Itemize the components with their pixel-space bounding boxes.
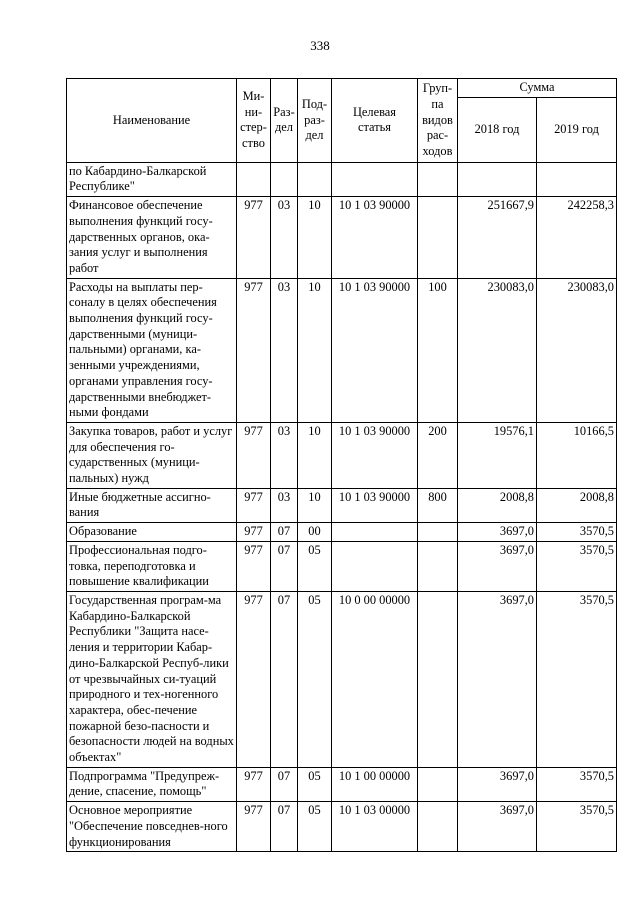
- cell-expense-group: [418, 523, 458, 542]
- table-row: [67, 278, 617, 422]
- cell-subsection: 10: [298, 278, 332, 422]
- cell-sum-2019: 3570,5: [537, 523, 617, 542]
- table-row: [67, 422, 617, 488]
- header-name: Наименование: [67, 79, 237, 163]
- cell-expense-group: [418, 591, 458, 767]
- cell-sum-2018: 3697,0: [458, 523, 537, 542]
- table-row: [67, 591, 617, 767]
- cell-ministry: 977: [237, 523, 271, 542]
- cell-subsection: 10: [298, 488, 332, 522]
- cell-name: Профессиональная подго-товка, переподготовка и повышение квалификации: [67, 541, 237, 591]
- cell-subsection: 05: [298, 802, 332, 852]
- cell-sum-2018: 3697,0: [458, 591, 537, 767]
- cell-target: [332, 541, 418, 591]
- cell-expense-group: 100: [418, 278, 458, 422]
- cell-sum-2018: [458, 162, 537, 196]
- header-target: Целевая статья: [332, 79, 418, 163]
- cell-section: 07: [271, 541, 298, 591]
- header-section: Раз- дел: [271, 79, 298, 163]
- cell-sum-2018: 3697,0: [458, 541, 537, 591]
- table-row: [67, 197, 617, 279]
- budget-table: [66, 78, 617, 852]
- table-row: [67, 767, 617, 801]
- cell-name: Закупка товаров, работ и услуг для обеспечения го-сударственных (муници-пальных) нужд: [67, 422, 237, 488]
- cell-ministry: 977: [237, 197, 271, 279]
- header-row: [67, 79, 617, 98]
- table-row: [67, 541, 617, 591]
- cell-sum-2018: 251667,9: [458, 197, 537, 279]
- cell-name: Основное мероприятие "Обеспечение повседнев-ного функционирования: [67, 802, 237, 852]
- header-year-2019: 2019 год: [537, 97, 617, 162]
- cell-target: 10 1 00 00000: [332, 767, 418, 801]
- table-body: [67, 162, 617, 852]
- cell-ministry: 977: [237, 488, 271, 522]
- cell-target: 10 1 03 90000: [332, 422, 418, 488]
- cell-name: Государственная програм-ма Кабардино-Балкарской Республики "Защита насе-ления и территории Кабар-дино-Балкарской Респуб-лики от чрезвычайных си-туаций природного и тех-ногенного характера, обес-печение пожарной безо-пасности и безопасности людей на водных объектах": [67, 591, 237, 767]
- cell-subsection: 05: [298, 767, 332, 801]
- header-subsection: Под- раз- дел: [298, 79, 332, 163]
- table-row: [67, 802, 617, 852]
- cell-ministry: 977: [237, 802, 271, 852]
- cell-section: [271, 162, 298, 196]
- cell-target: 10 1 03 00000: [332, 802, 418, 852]
- cell-expense-group: 200: [418, 422, 458, 488]
- cell-sum-2019: 3570,5: [537, 541, 617, 591]
- cell-sum-2018: 230083,0: [458, 278, 537, 422]
- cell-expense-group: [418, 802, 458, 852]
- cell-section: 03: [271, 488, 298, 522]
- cell-sum-2018: 19576,1: [458, 422, 537, 488]
- cell-target: 10 1 03 90000: [332, 278, 418, 422]
- header-year-2018: 2018 год: [458, 97, 537, 162]
- cell-name: Иные бюджетные ассигно-вания: [67, 488, 237, 522]
- cell-ministry: 977: [237, 541, 271, 591]
- cell-target: 10 0 00 00000: [332, 591, 418, 767]
- cell-ministry: 977: [237, 767, 271, 801]
- cell-sum-2019: 10166,5: [537, 422, 617, 488]
- cell-target: 10 1 03 90000: [332, 197, 418, 279]
- cell-sum-2019: 242258,3: [537, 197, 617, 279]
- cell-sum-2018: 3697,0: [458, 767, 537, 801]
- cell-subsection: 05: [298, 591, 332, 767]
- cell-subsection: 10: [298, 422, 332, 488]
- cell-expense-group: [418, 541, 458, 591]
- cell-name: по Кабардино-Балкарской Республике": [67, 162, 237, 196]
- cell-expense-group: 800: [418, 488, 458, 522]
- cell-expense-group: [418, 767, 458, 801]
- cell-sum-2019: 230083,0: [537, 278, 617, 422]
- header-ministry: Ми- ни- стер- ство: [237, 79, 271, 163]
- cell-subsection: [298, 162, 332, 196]
- header-expense-group: Груп- па видов рас- ходов: [418, 79, 458, 163]
- cell-sum-2018: 2008,8: [458, 488, 537, 522]
- cell-ministry: 977: [237, 422, 271, 488]
- cell-target: 10 1 03 90000: [332, 488, 418, 522]
- cell-name: Подпрограмма "Предупреж-дение, спасение, помощь": [67, 767, 237, 801]
- page-number: 338: [310, 38, 330, 53]
- table-row: [67, 523, 617, 542]
- cell-ministry: 977: [237, 591, 271, 767]
- cell-subsection: 00: [298, 523, 332, 542]
- cell-target: [332, 523, 418, 542]
- cell-ministry: [237, 162, 271, 196]
- cell-target: [332, 162, 418, 196]
- cell-sum-2018: 3697,0: [458, 802, 537, 852]
- cell-section: 07: [271, 802, 298, 852]
- cell-subsection: 05: [298, 541, 332, 591]
- cell-sum-2019: 3570,5: [537, 802, 617, 852]
- cell-ministry: 977: [237, 278, 271, 422]
- cell-expense-group: [418, 162, 458, 196]
- table-row: [67, 162, 617, 196]
- cell-sum-2019: 2008,8: [537, 488, 617, 522]
- header-sum: Сумма: [458, 79, 617, 98]
- cell-section: 03: [271, 278, 298, 422]
- cell-section: 03: [271, 197, 298, 279]
- cell-sum-2019: [537, 162, 617, 196]
- cell-name: Финансовое обеспечение выполнения функций госу-дарственных органов, ока-зания услуг и выполнения работ: [67, 197, 237, 279]
- cell-sum-2019: 3570,5: [537, 591, 617, 767]
- table-row: [67, 488, 617, 522]
- cell-name: Образование: [67, 523, 237, 542]
- cell-sum-2019: 3570,5: [537, 767, 617, 801]
- cell-expense-group: [418, 197, 458, 279]
- cell-section: 07: [271, 523, 298, 542]
- cell-section: 07: [271, 767, 298, 801]
- cell-subsection: 10: [298, 197, 332, 279]
- cell-section: 07: [271, 591, 298, 767]
- cell-section: 03: [271, 422, 298, 488]
- cell-name: Расходы на выплаты пер-соналу в целях обеспечения выполнения функций госу-дарственными (муници-пальными) органами, ка-зенными учреждениями, органами управления госу-дарственными внебюджет-ными фондами: [67, 278, 237, 422]
